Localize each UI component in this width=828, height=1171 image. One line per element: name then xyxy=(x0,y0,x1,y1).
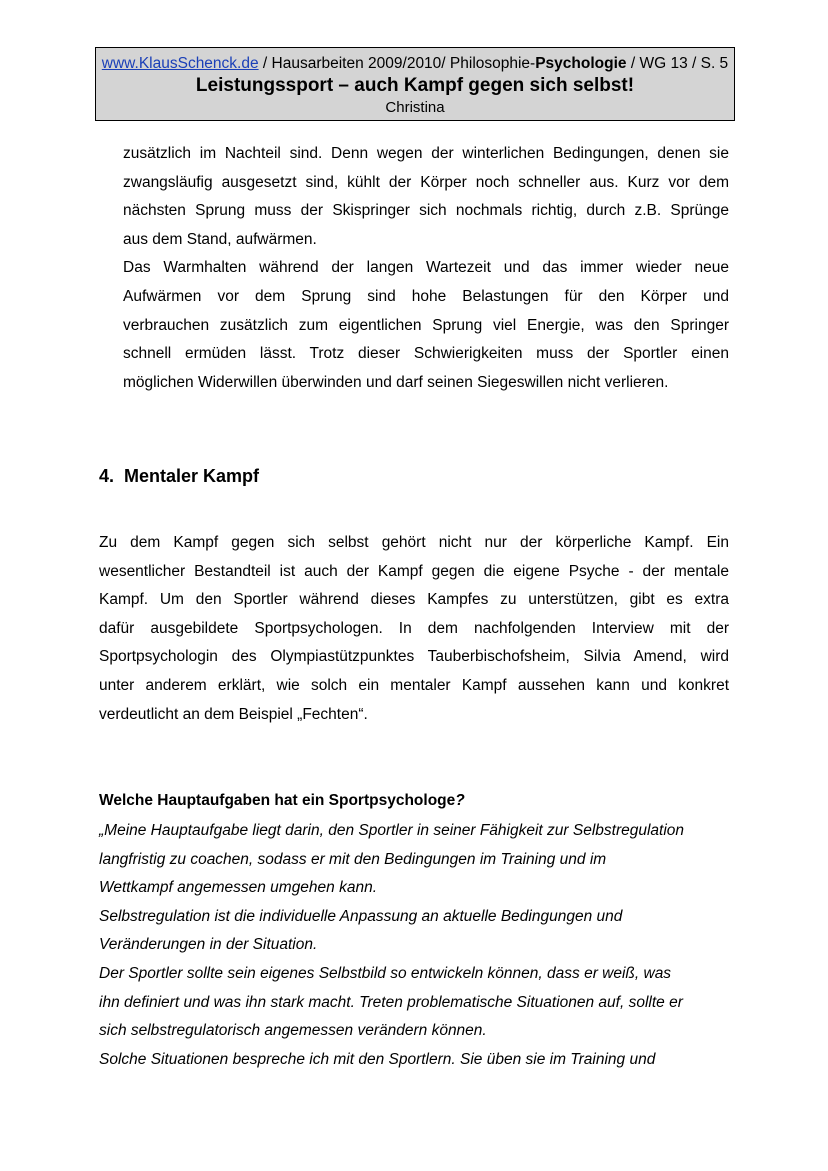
text-line: Aufwärmen vor dem Sprung sind hohe Belastungen für den Körper und xyxy=(123,287,729,305)
section-number: 4. xyxy=(99,466,115,486)
text-line: Sportpsychologin des Olympiastützpunktes Tauberbischofsheim, Silvia Amend, wird xyxy=(99,648,729,666)
paragraph-intro xyxy=(99,529,729,729)
page-header xyxy=(95,47,735,121)
text-line: Veränderungen in der Situation. xyxy=(99,936,318,954)
text-line: zwangsläufig ausgesetzt sind, kühlt der Körper noch schneller aus. Kurz vor dem xyxy=(123,173,729,191)
header-path-suffix: / WG 13 / S. 5 xyxy=(626,55,729,72)
text-line: möglichen Widerwillen überwinden und darf seinen Siegeswillen nicht verlieren. xyxy=(123,373,669,391)
text-line: verbrauchen zusätzlich zum eigentlichen Sprung viel Energie, was den Springer xyxy=(123,316,729,334)
header-path-prefix: / Hausarbeiten 2009/2010/ Philosophie- xyxy=(258,55,536,72)
text-line: schnell ermüden lässt. Trotz dieser Schwierigkeiten muss der Sportler einen xyxy=(123,345,729,363)
question-mark: ? xyxy=(455,792,465,809)
text-line: verdeutlicht an dem Beispiel „Fechten“. xyxy=(99,705,368,723)
header-path-bold: Psychologie xyxy=(535,55,627,72)
author-name: Christina xyxy=(385,99,445,116)
text-line: Solche Situationen bespreche ich mit den Sportlern. Sie üben sie im Training und xyxy=(99,1050,656,1068)
text-line: Kampf. Um den Sportler während dieses Kampfes zu unterstützen, gibt es extra xyxy=(99,591,729,609)
interview-question xyxy=(99,792,465,810)
text-line: „Meine Hauptaufgabe liegt darin, den Sportler in seiner Fähigkeit zur Selbstregulation xyxy=(99,822,685,839)
paragraph-continuation xyxy=(123,140,729,397)
document-title: Leistungssport – auch Kampf gegen sich selbst! xyxy=(195,75,635,96)
text-line: sich selbstregulatorisch angemessen verändern können. xyxy=(99,1022,487,1040)
text-line: Das Warmhalten während der langen Wartezeit und das immer wieder neue xyxy=(123,259,729,277)
text-line: unter anderem erklärt, wie solch ein mentaler Kampf aussehen kann und konkret xyxy=(99,676,729,694)
website-link[interactable]: www.KlausSchenck.de xyxy=(101,55,259,72)
text-line: Wettkampf angemessen umgehen kann. xyxy=(99,879,378,897)
text-line: dafür ausgebildete Sportpsychologen. In dem nachfolgenden Interview mit der xyxy=(99,619,729,637)
text-line: langfristig zu coachen, sodass er mit den Bedingungen im Training und im xyxy=(99,850,607,868)
text-line: nächsten Sprung muss der Skispringer sich nochmals richtig, durch z.B. Sprünge xyxy=(123,202,729,220)
text-line: Selbstregulation ist die individuelle Anpassung an aktuelle Bedingungen und xyxy=(99,907,623,925)
section-title: Mentaler Kampf xyxy=(124,466,260,486)
text-line: zusätzlich im Nachteil sind. Denn wegen der winterlichen Bedingungen, denen sie xyxy=(123,145,729,162)
header-source-line xyxy=(96,55,734,73)
text-line: Zu dem Kampf gegen sich selbst gehört nicht nur der körperliche Kampf. Ein xyxy=(99,534,729,551)
question-text: Welche Hauptaufgaben hat ein Sportpsychologe xyxy=(99,792,456,809)
text-line: wesentlicher Bestandteil ist auch der Kampf gegen die eigene Psyche - der mentale xyxy=(99,562,729,580)
text-line: aus dem Stand, aufwärmen. xyxy=(123,230,317,248)
text-line: Der Sportler sollte sein eigenes Selbstbild so entwickeln können, dass er weiß, was xyxy=(99,964,672,982)
interview-answer xyxy=(99,817,739,1074)
text-line: ihn definiert und was ihn stark macht. Treten problematische Situationen auf, sollte er xyxy=(99,993,683,1011)
section-heading xyxy=(99,466,259,487)
